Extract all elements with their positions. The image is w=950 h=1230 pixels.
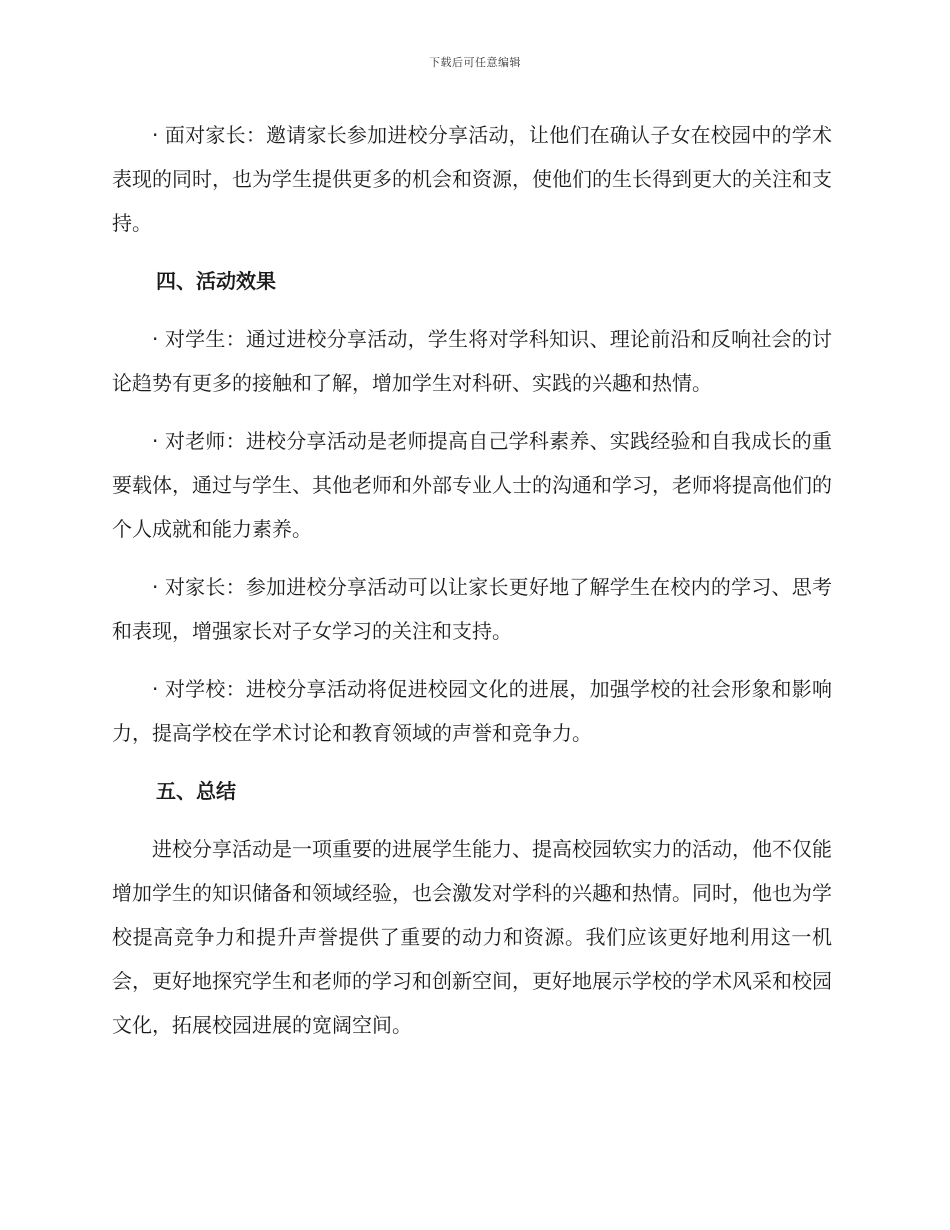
paragraph-parents-invitation: · 面对家长：邀请家长参加进校分享活动，让他们在确认子女在校园中的学术表现的同时，也为学生提供更多的机会和资源，使他们的生长得到更大的关注和支持。	[112, 123, 832, 235]
paragraph-summary: 进校分享活动是一项重要的进展学生能力、提高校园软实力的活动，他不仅能增加学生的知识储备和领域经验，也会激发对学科的兴趣和热情。同时，他也为学校提高竞争力和提升声誉提供了重要的动力和资源。我们应该更好地利用这一机会，更好地探究学生和老师的学习和创新空间，更好地展示学校的学术风采和校园文化，拓展校园进展的宽阔空间。	[112, 837, 832, 1037]
page-header: 下载后可任意编辑	[429, 56, 521, 69]
paragraph-effect-teachers: · 对老师：进校分享活动是老师提高自己学科素养、实践经验和自我成长的重要载体，通过与学生、其他老师和外部专业人士的沟通和学习，老师将提高他们的个人成就和能力素养。	[112, 429, 832, 541]
paragraph-effect-parents: · 对家长：参加进校分享活动可以让家长更好地了解学生在校内的学习、思考和表现，增强家长对子女学习的关注和支持。	[112, 575, 832, 643]
paragraph-effect-students: · 对学生：通过进校分享活动，学生将对学科知识、理论前沿和反响社会的讨论趋势有更多的接触和了解，增加学生对科研、实践的兴趣和热情。	[112, 327, 832, 395]
document-body	[112, 113, 832, 1061]
section-heading-effects: 四、活动效果	[156, 269, 276, 293]
paragraph-effect-school: · 对学校：进校分享活动将促进校园文化的进展，加强学校的社会形象和影响力，提高学校在学术讨论和教育领域的声誉和竞争力。	[112, 677, 832, 745]
section-heading-summary: 五、总结	[156, 779, 236, 803]
